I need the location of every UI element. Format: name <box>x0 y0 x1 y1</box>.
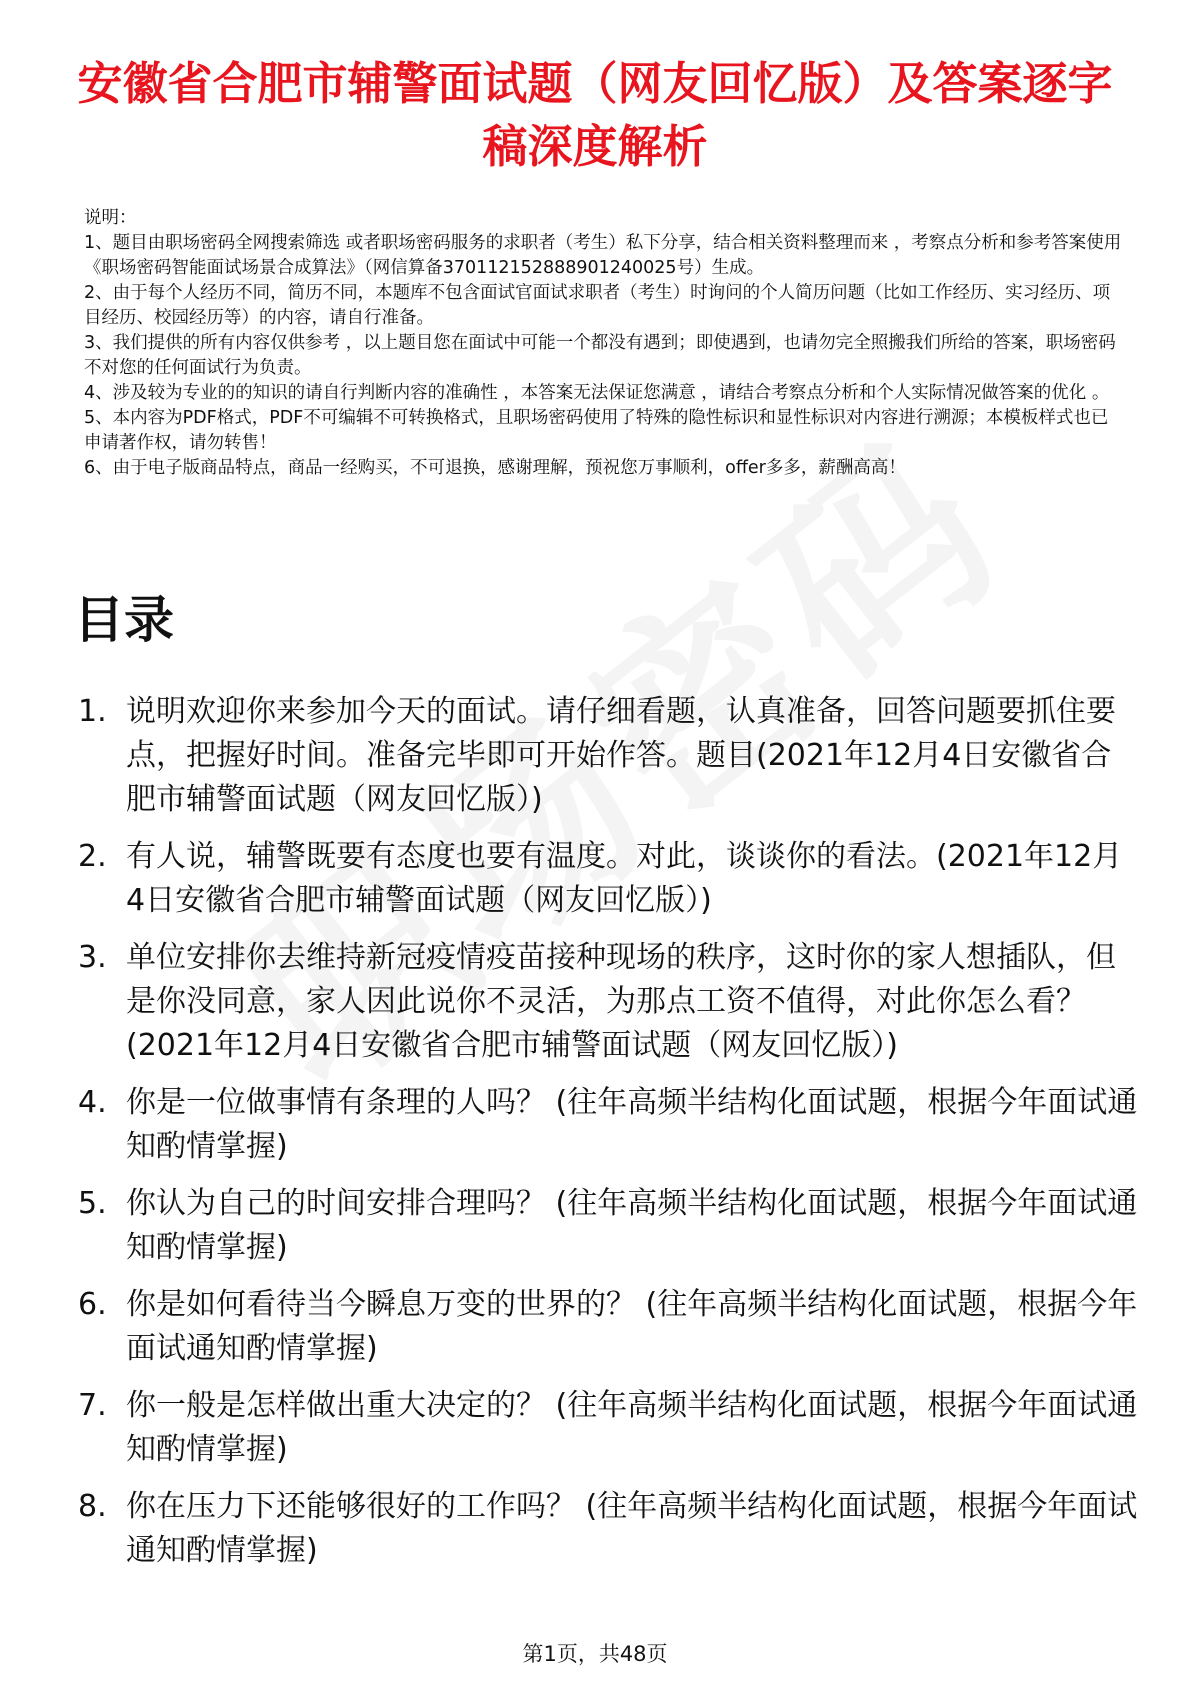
toc-item-text: 有人说，辅警既要有态度也要有温度。对此，谈谈你的看法。(2021年12月4日安徽省合肥市辅警面试题（网友回忆版）) <box>126 839 1123 918</box>
toc-item-number: 3. <box>78 940 107 975</box>
notes-line: 说明： <box>84 208 137 228</box>
toc-heading: 目录 <box>74 591 174 649</box>
toc-item-text: 你在压力下还能够很好的工作吗？ (往年高频半结构化面试题，根据今年面试通知酌情掌握) <box>126 1489 1138 1568</box>
toc-item[interactable] <box>78 936 1138 1068</box>
toc-item[interactable] <box>78 1283 1138 1371</box>
toc-item-number: 5. <box>78 1186 107 1221</box>
notes-line: 1、题目由职场密码全网搜索筛选 或者职场密码服务的求职者（考生）私下分享，结合相关资料整理而来 ，考察点分析和参考答案使用《职场密码智能面试场景合成算法》（网信算备370112152888901240025号）生成。 <box>84 233 1122 278</box>
notes-section <box>84 206 1124 481</box>
toc-item-text: 你一般是怎样做出重大决定的？ (往年高频半结构化面试题，根据今年面试通知酌情掌握) <box>126 1388 1138 1467</box>
document-title: 安徽省合肥市辅警面试题（网友回忆版）及答案逐字稿深度解析 <box>77 57 1113 173</box>
toc-item[interactable] <box>78 835 1138 923</box>
toc-item-number: 7. <box>78 1388 107 1423</box>
toc-item[interactable] <box>78 1384 1138 1472</box>
toc-item[interactable] <box>78 690 1138 822</box>
toc-item-number: 1. <box>78 694 107 729</box>
toc-item-number: 2. <box>78 839 107 874</box>
toc-item-number: 4. <box>78 1085 107 1120</box>
notes-line: 3、我们提供的所有内容仅供参考 ，以上题目您在面试中可能一个都没有遇到；即使遇到，也请勿完全照搬我们所给的答案，职场密码不对您的任何面试行为负责。 <box>84 333 1116 378</box>
toc-item[interactable] <box>78 1081 1138 1169</box>
toc-list <box>78 690 1138 1586</box>
toc-item-number: 6. <box>78 1287 107 1322</box>
toc-item-text: 你是如何看待当今瞬息万变的世界的？ (往年高频半结构化面试题，根据今年面试通知酌情掌握) <box>126 1287 1138 1366</box>
notes-line: 4、涉及较为专业的的知识的请自行判断内容的准确性 ，本答案无法保证您满意 ，请结合考察点分析和个人实际情况做答案的优化 。 <box>84 383 1110 403</box>
toc-item-text: 你认为自己的时间安排合理吗？ (往年高频半结构化面试题，根据今年面试通知酌情掌握) <box>126 1186 1138 1265</box>
toc-item-text: 单位安排你去维持新冠疫情疫苗接种现场的秩序，这时你的家人想插队，但是你没同意，家人因此说你不灵活，为那点工资不值得，对此你怎么看？(2021年12月4日安徽省合肥市辅警面试题（网友回忆版）) <box>126 940 1116 1063</box>
notes-line: 5、本内容为PDF格式，PDF不可编辑不可转换格式，且职场密码使用了特殊的隐性标识和显性标识对内容进行溯源；本模板样式也已申请著作权，请勿转售！ <box>84 408 1109 453</box>
toc-item-number: 8. <box>78 1489 107 1524</box>
toc-item[interactable] <box>78 1485 1138 1573</box>
page-footer: 第1页，共48页 <box>522 1642 668 1666</box>
toc-item-text: 说明欢迎你来参加今天的面试。请仔细看题，认真准备，回答问题要抓住要点，把握好时间。准备完毕即可开始作答。题目(2021年12月4日安徽省合肥市辅警面试题（网友回忆版）) <box>126 694 1116 817</box>
notes-line: 6、由于电子版商品特点，商品一经购买，不可退换，感谢理解，预祝您万事顺利，offer多多，薪酬高高！ <box>84 458 906 478</box>
toc-item[interactable] <box>78 1182 1138 1270</box>
notes-line: 2、由于每个人经历不同，简历不同，本题库不包含面试官面试求职者（考生）时询问的个人简历问题（比如工作经历、实习经历、项目经历、校园经历等）的内容，请自行准备。 <box>84 283 1111 328</box>
toc-item-text: 你是一位做事情有条理的人吗？ (往年高频半结构化面试题，根据今年面试通知酌情掌握) <box>126 1085 1138 1164</box>
